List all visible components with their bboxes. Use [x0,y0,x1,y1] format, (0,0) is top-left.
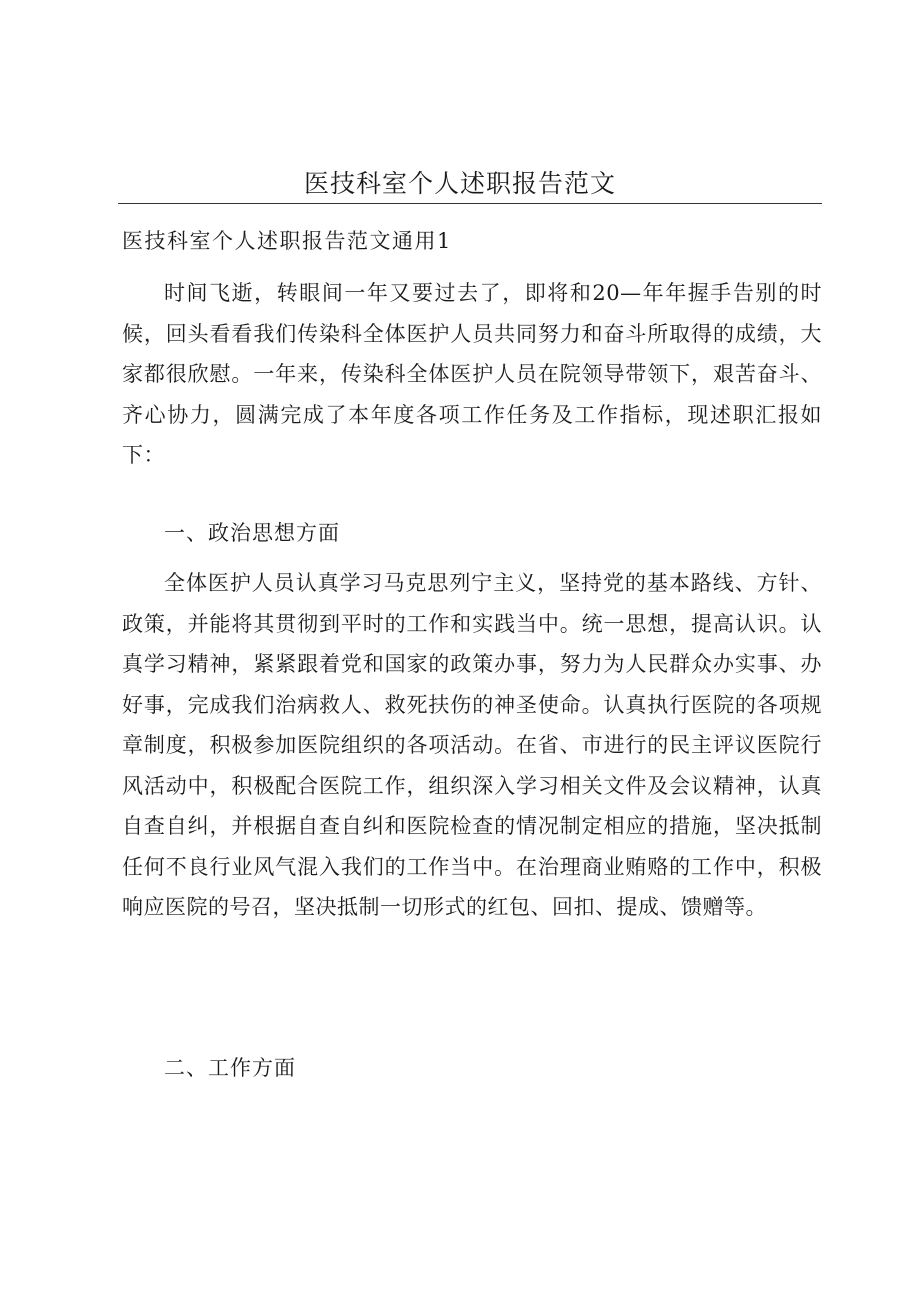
politics-paragraph: 全体医护人员认真学习马克思列宁主义，坚持党的基本路线、方针、政策，并能将其贯彻到平时的工作和实践当中。统一思想，提高认识。认真学习精神，紧紧跟着党和国家的政策办事，努力为人民群众办实事、办好事，完成我们治病救人、救死扶伤的神圣使命。认真执行医院的各项规章制度，积极参加医院组织的各项活动。在省、市进行的民主评议医院行风活动中，积极配合医院工作，组织深入学习相关文件及会议精神，认真自查自纠，并根据自查自纠和医院检查的情况制定相应的措施，坚决抵制任何不良行业风气混入我们的工作当中。在治理商业贿赂的工作中，积极响应医院的号召，坚决抵制一切形式的红包、回扣、提成、馈赠等。 [122,571,822,919]
section-heading-work: 二、工作方面 [164,1056,296,1080]
title-underline [118,203,822,204]
section-heading-politics: 一、政治思想方面 [164,521,340,545]
document-title: 医技科室个人述职报告范文 [303,169,616,198]
document-subtitle: 医技科室个人述职报告范文通用1 [122,229,452,253]
intro-paragraph: 时间飞逝，转眼间一年又要过去了，即将和20—年年握手告别的时候，回头看看我们传染科全体医护人员共同努力和奋斗所取得的成绩，大家都很欣慰。一年来，传染科全体医护人员在院领导带领下，艰苦奋斗、齐心协力，圆满完成了本年度各项工作任务及工作指标，现述职汇报如下： [122,281,822,467]
